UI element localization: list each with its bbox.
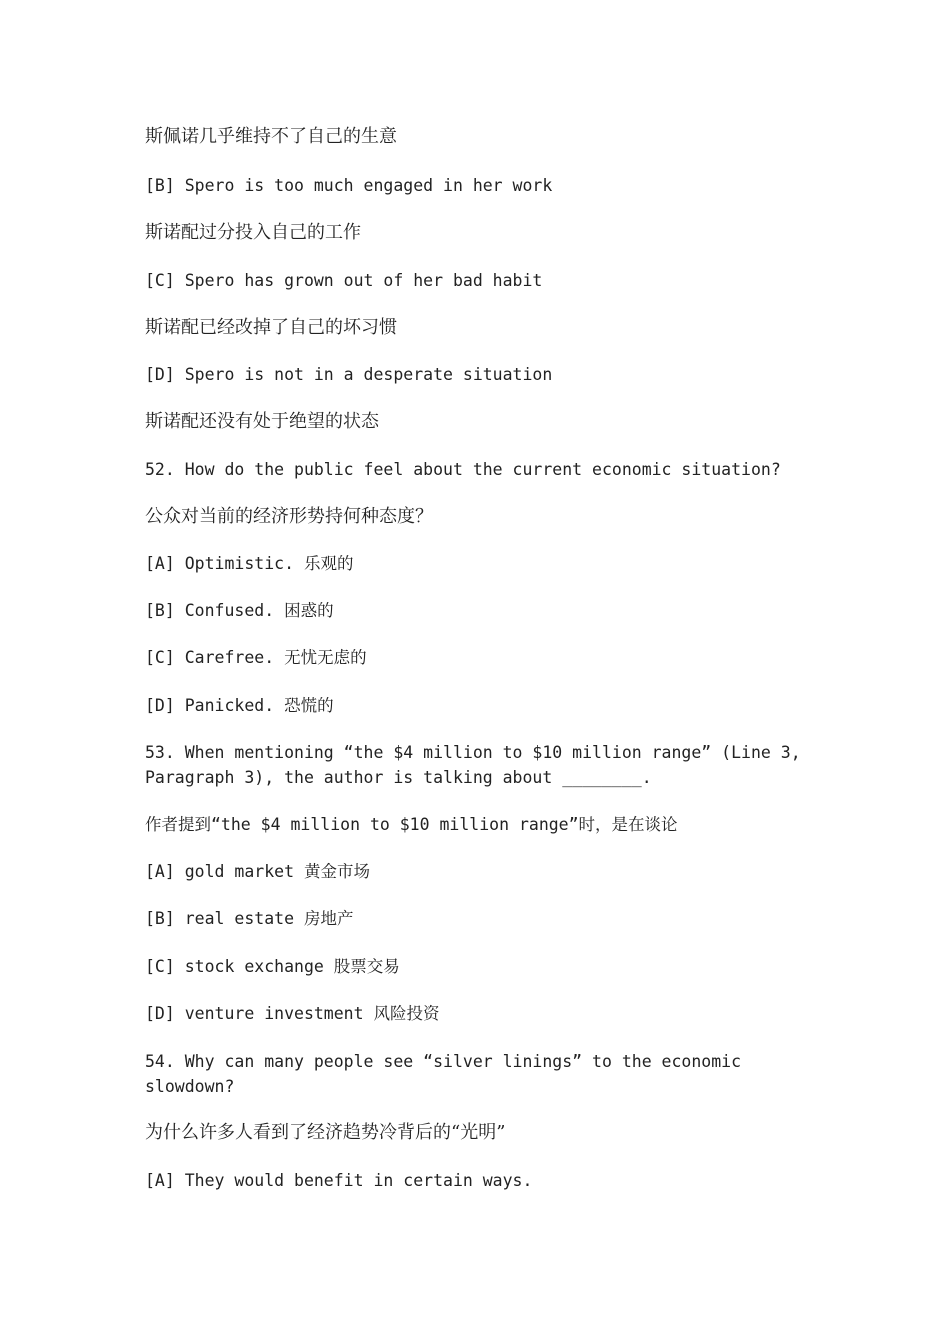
q53-option-b: [B] real estate 房地产 <box>145 909 354 928</box>
option-d: [D] Spero is not in a desperate situation <box>145 365 553 384</box>
q52-option-c: [C] Carefree. 无忧无虑的 <box>145 648 367 667</box>
question-52-translation: 公众对当前的经济形势持何种态度？ <box>145 506 433 527</box>
q53-option-d: [D] venture investment 风险投资 <box>145 1004 440 1023</box>
option-d-translation: 斯诺配还没有处于绝望的状态 <box>145 411 379 432</box>
q54-option-a: [A] They would benefit in certain ways. <box>145 1171 533 1190</box>
q52-option-b: [B] Confused. 困惑的 <box>145 601 334 620</box>
q52-option-d: [D] Panicked. 恐慌的 <box>145 696 334 715</box>
question-54-translation: 为什么许多人看到了经济趋势冷背后的“光明” <box>145 1122 506 1143</box>
question-53: 53. When mentioning “the $4 million to $10 million range” (Line 3, Paragraph 3), the author is talking about ________. <box>145 743 811 787</box>
q52-option-a: [A] Optimistic. 乐观的 <box>145 554 354 573</box>
option-b: [B] Spero is too much engaged in her work <box>145 176 553 195</box>
question-53-translation: 作者提到“the $4 million to $10 million range”时，是在谈论 <box>145 815 678 834</box>
q53-option-a: [A] gold market 黄金市场 <box>145 862 370 881</box>
question-52: 52. How do the public feel about the current economic situation? <box>145 460 781 479</box>
answer-a-translation: 斯佩诺几乎维持不了自己的生意 <box>145 126 397 147</box>
question-54: 54. Why can many people see “silver linings” to the economic slowdown? <box>145 1052 751 1096</box>
option-c-translation: 斯诺配已经改掉了自己的坏习惯 <box>145 317 397 338</box>
option-b-translation: 斯诺配过分投入自己的工作 <box>145 222 361 243</box>
option-c: [C] Spero has grown out of her bad habit <box>145 271 543 290</box>
q53-option-c: [C] stock exchange 股票交易 <box>145 957 400 976</box>
